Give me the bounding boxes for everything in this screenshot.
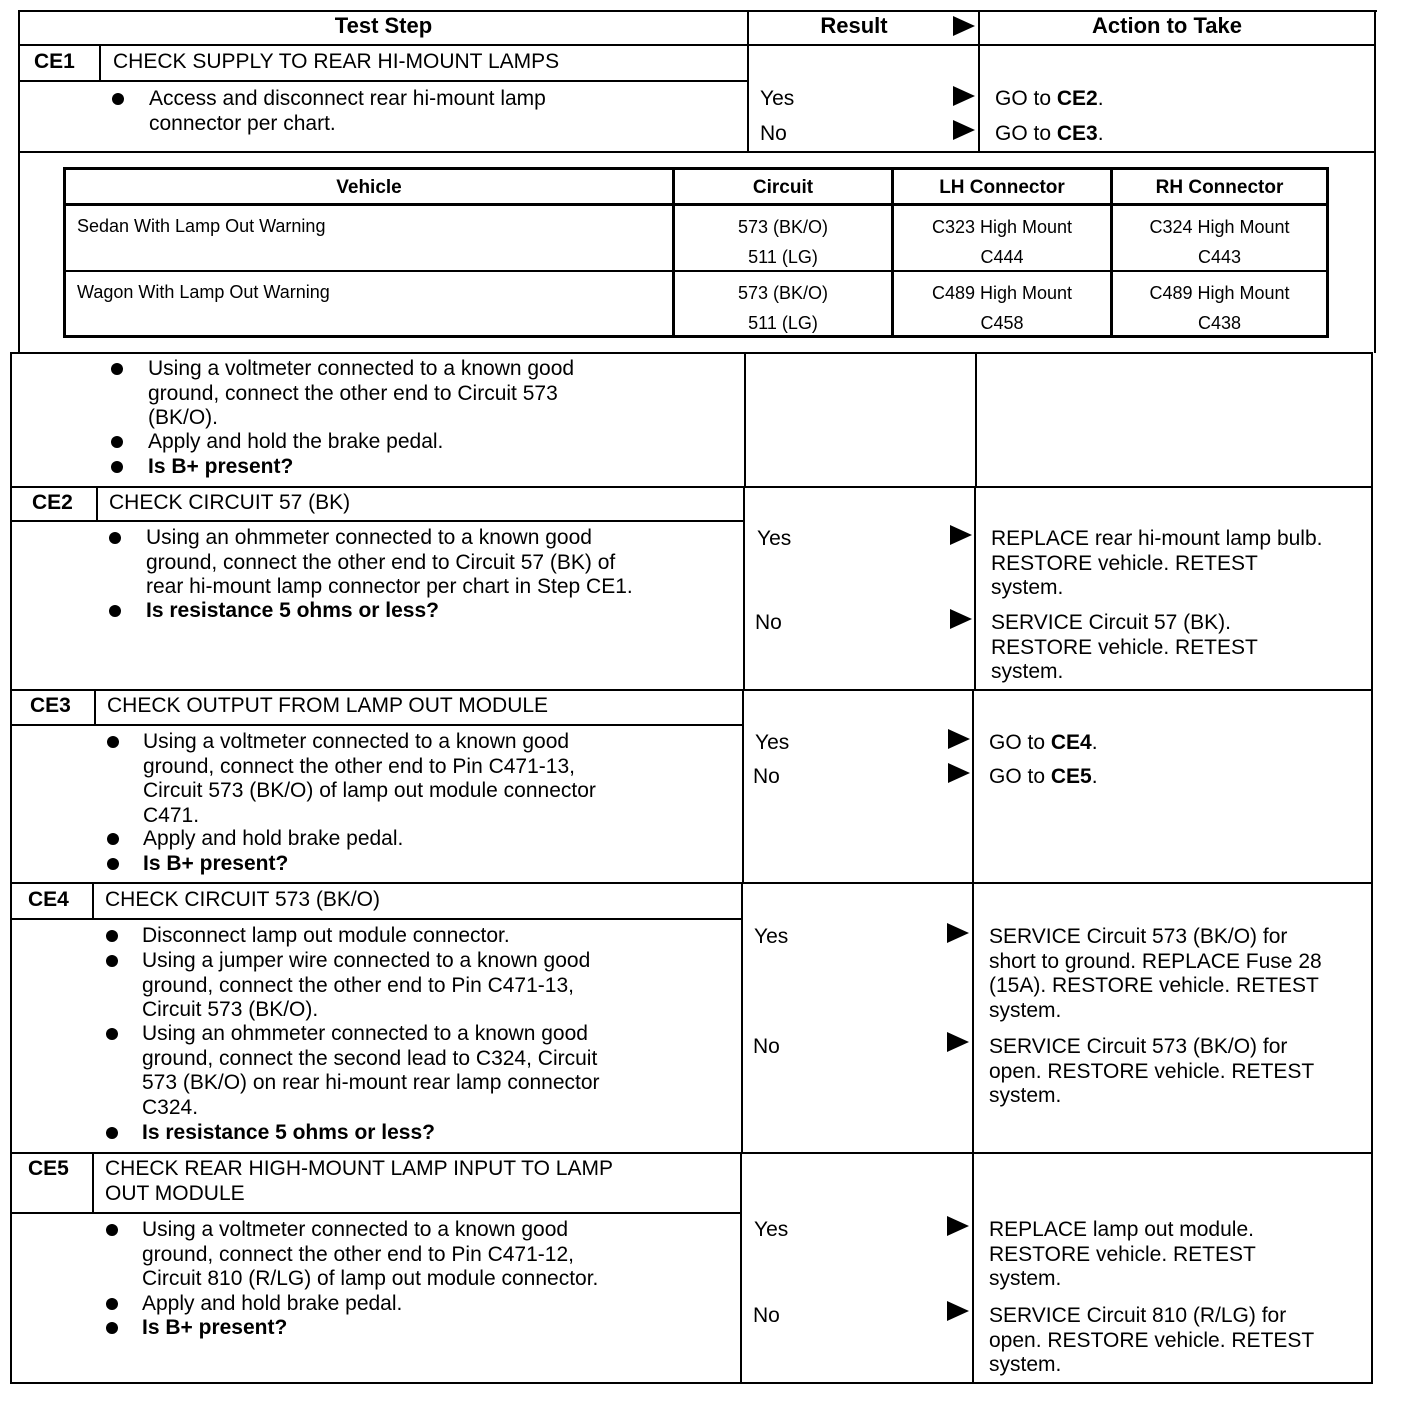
ce5-col-sep-1 (740, 1152, 742, 1383)
ctable-row1-vehicle: Sedan With Lamp Out Warning (77, 216, 326, 236)
ctable-header-lh: LH Connector (939, 177, 1065, 198)
ce4-step-title: CHECK CIRCUIT 573 (BK/O) (105, 888, 380, 911)
left-border-lower (10, 352, 12, 1384)
ce3-result-yes: Yes (755, 731, 790, 754)
ce3-action-yes (989, 731, 1098, 756)
ce3-instruction-1: Using a voltmeter connected to a known good ground, connect the other end to Pin C471-13, Circuit 573 (BK/O) of lamp out module connector C471. (143, 730, 596, 827)
bullet-icon (111, 436, 123, 448)
ce5-id-sep (92, 1152, 94, 1213)
ce3-action-no-end: . (1091, 765, 1098, 788)
ce1-title-underline (18, 80, 748, 82)
ce4-step-id: CE4 (28, 888, 69, 911)
ce3-action-no-text: GO to (989, 765, 1051, 788)
ce2-question: Is resistance 5 ohms or less? (146, 599, 439, 622)
ce4-result-yes: Yes (754, 925, 789, 948)
ce3-yes-arrow-icon (948, 729, 970, 749)
ce4-title-underline (10, 918, 742, 920)
ce5-action-no: SERVICE Circuit 810 (R/LG) for open. RESTORE vehicle. RETEST system. (989, 1304, 1315, 1376)
ce3-action-yes-ref[interactable]: CE4 (1050, 731, 1092, 754)
ce1-lower-sep (18, 151, 1376, 153)
ctable-row1-lh2: C444 (980, 247, 1024, 267)
ce2-title-underline (10, 520, 745, 522)
header-result: Result (820, 13, 888, 38)
ce3-action-yes-end: . (1091, 731, 1098, 754)
bullet-icon (111, 461, 123, 473)
ctable-row1-rh2: C443 (1197, 247, 1242, 267)
ce4-action-no: SERVICE Circuit 573 (BK/O) for open. RESTORE vehicle. RETEST system. (989, 1035, 1315, 1107)
ce3-step-id: CE3 (30, 694, 71, 717)
right-border (1374, 10, 1376, 353)
ce5-yes-arrow-icon (947, 1216, 969, 1236)
ce5-question: Is B+ present? (142, 1316, 288, 1339)
ctable-row2-circuit1: 573 (BK/O) (737, 283, 829, 303)
ce1-instruction-2: Using a voltmeter connected to a known good ground, connect the other end to Circuit 573 (BK/O). (148, 357, 575, 429)
ce3-action-no (989, 765, 1098, 790)
bullet-icon (106, 930, 118, 942)
ce2-instruction-1: Using an ohmmeter connected to a known good ground, connect the other end to Circuit 57 (BK) of rear hi-mount lamp connector per chart in Step CE1. (146, 526, 633, 598)
ce1-action-yes-text: GO to (995, 87, 1057, 110)
bullet-icon (109, 532, 121, 544)
ce2-col-sep-2 (974, 486, 976, 690)
ce1-action-yes-ref[interactable]: CE2 (1056, 87, 1098, 110)
ctable-row2-circuit2: 511 (LG) (748, 313, 818, 333)
ce4-no-arrow-icon (947, 1032, 969, 1052)
ctable-row2-rh2: C438 (1197, 313, 1242, 333)
ce5-result-yes: Yes (754, 1218, 789, 1241)
ce4-top (10, 882, 1373, 884)
ctable-header-circuit: Circuit (752, 177, 814, 198)
ctable-row1-circuit1: 573 (BK/O) (737, 217, 829, 237)
header-separator (18, 44, 1376, 46)
ce5-result-no: No (753, 1304, 780, 1327)
ce4-col-sep-1 (741, 882, 743, 1153)
ce1-col-sep-1 (747, 44, 749, 152)
ce5-title-underline (10, 1212, 742, 1214)
ce1-question: Is B+ present? (148, 455, 294, 478)
bullet-icon (112, 93, 124, 105)
cont-col-sep-1 (744, 352, 746, 487)
ce2-result-yes: Yes (757, 527, 792, 550)
bullet-icon (106, 1127, 118, 1139)
ce3-col-sep-1 (742, 689, 744, 883)
ce2-no-arrow-icon (950, 609, 972, 629)
ce2-step-id: CE2 (32, 491, 73, 514)
bullet-icon (106, 1322, 118, 1334)
ctable-row2-rh1: C489 High Mount (1149, 283, 1290, 303)
ce2-col-sep-1 (743, 486, 745, 690)
ce2-step-title: CHECK CIRCUIT 57 (BK) (109, 491, 351, 514)
ce1-action-no-text: GO to (995, 122, 1057, 145)
ce5-col-sep-2 (972, 1152, 974, 1383)
ce2-top (10, 486, 1373, 488)
ce1-action-yes-end: . (1097, 87, 1104, 110)
ce3-action-yes-text: GO to (989, 731, 1051, 754)
right-border-lower (1371, 352, 1373, 1384)
ce3-col-sep-2 (972, 689, 974, 883)
ce3-step-title: CHECK OUTPUT FROM LAMP OUT MODULE (107, 694, 549, 717)
ce5-step-id: CE5 (28, 1157, 69, 1180)
ce3-no-arrow-icon (948, 763, 970, 783)
ce2-action-no: SERVICE Circuit 57 (BK). RESTORE vehicle. RETEST system. (991, 611, 1258, 683)
ce5-instruction-1: Using a voltmeter connected to a known good ground, connect the other end to Pin C471-12, Circuit 810 (R/LG) of lamp out module connector. (142, 1218, 599, 1290)
ce1-step-title: CHECK SUPPLY TO REAR HI-MOUNT LAMPS (113, 50, 560, 73)
ce4-result-no: No (753, 1035, 780, 1058)
ce1-instruction-1: Access and disconnect rear hi-mount lamp connector per chart. (149, 87, 546, 135)
ce4-question: Is resistance 5 ohms or less? (142, 1121, 435, 1144)
ctable-row2-vehicle: Wagon With Lamp Out Warning (77, 282, 330, 302)
ctable-row2-lh1: C489 High Mount (931, 283, 1073, 303)
header-action: Action to Take (1092, 13, 1242, 38)
ce4-instruction-2: Using a jumper wire connected to a known good ground, connect the other end to Pin C471-13, Circuit 573 (BK/O). (142, 949, 591, 1021)
ce1-no-arrow-icon (953, 120, 975, 140)
ctable-row1-rh1: C324 High Mount (1149, 217, 1290, 237)
ce5-action-yes: REPLACE lamp out module. RESTORE vehicle. RETEST system. (989, 1218, 1256, 1290)
ce5-top (10, 1152, 1373, 1154)
bullet-icon (107, 833, 119, 845)
ce3-result-no: No (753, 765, 780, 788)
ctable-header-vehicle: Vehicle (336, 177, 402, 198)
bullet-icon (106, 955, 118, 967)
left-border-upper (18, 10, 20, 353)
ce1-action-yes (995, 87, 1104, 112)
bullet-icon (111, 363, 123, 375)
ce1-action-no-ref[interactable]: CE3 (1056, 122, 1098, 145)
ctable-row2-lh2: C458 (980, 313, 1024, 333)
ce4-instruction-3: Using an ohmmeter connected to a known good ground, connect the second lead to C324, Circuit 573 (BK/O) on rear hi-mount rear lamp connector C324. (142, 1022, 600, 1119)
bullet-icon (109, 605, 121, 617)
header-test-step: Test Step (334, 13, 433, 38)
ce5-instruction-2: Apply and hold brake pedal. (142, 1292, 403, 1315)
header-arrow-icon (953, 16, 975, 36)
bullet-icon (106, 1298, 118, 1310)
ce4-instruction-1: Disconnect lamp out module connector. (142, 924, 510, 947)
ce4-id-sep (92, 882, 94, 919)
ctable-row1-lh1: C323 High Mount (931, 217, 1073, 237)
ce5-step-title: CHECK REAR HIGH-MOUNT LAMP INPUT TO LAMP OUT MODULE (105, 1157, 613, 1205)
bullet-icon (107, 858, 119, 870)
ce3-action-no-ref[interactable]: CE5 (1050, 765, 1092, 788)
ce1-result-no: No (760, 122, 787, 145)
bullet-icon (106, 1224, 118, 1236)
ce3-instruction-2: Apply and hold brake pedal. (143, 827, 404, 850)
ce1-step-id: CE1 (34, 50, 75, 73)
cont-top (10, 352, 1373, 354)
bullet-icon (107, 736, 119, 748)
ctable-head-sep (63, 203, 1329, 206)
ce3-id-sep (94, 689, 96, 725)
ce4-yes-arrow-icon (947, 923, 969, 943)
ce4-col-sep-2 (972, 882, 974, 1153)
ce2-yes-arrow-icon (950, 525, 972, 545)
ctable-top (63, 167, 1329, 170)
ctable-row1-circuit2: 511 (LG) (748, 247, 818, 267)
ctable-header-rh: RH Connector (1155, 177, 1284, 198)
ce1-action-no (995, 122, 1104, 147)
ce1-action-no-end: . (1097, 122, 1104, 145)
ce5-no-arrow-icon (947, 1301, 969, 1321)
ce2-id-sep (96, 486, 98, 521)
ce1-col-sep-2 (978, 44, 980, 152)
ce1-id-sep (99, 44, 101, 81)
ce2-result-no: No (755, 611, 782, 634)
ce3-top (10, 689, 1373, 691)
ce1-result-yes: Yes (760, 87, 795, 110)
top-border (18, 10, 1377, 12)
ce2-action-yes: REPLACE rear hi-mount lamp bulb. RESTORE vehicle. RETEST system. (991, 527, 1323, 599)
ce1-instruction-3: Apply and hold the brake pedal. (148, 430, 444, 453)
ce1-yes-arrow-icon (953, 86, 975, 106)
cont-col-sep-2 (975, 352, 977, 487)
bullet-icon (106, 1028, 118, 1040)
ce4-action-yes: SERVICE Circuit 573 (BK/O) for short to ground. REPLACE Fuse 28 (15A). RESTORE vehicle. RETEST system. (989, 925, 1322, 1022)
ctable-row-sep (63, 270, 1329, 272)
ctable-right (1326, 167, 1329, 338)
ce3-title-underline (10, 724, 743, 726)
bottom-border (10, 1382, 1373, 1384)
ce3-question: Is B+ present? (143, 852, 289, 875)
